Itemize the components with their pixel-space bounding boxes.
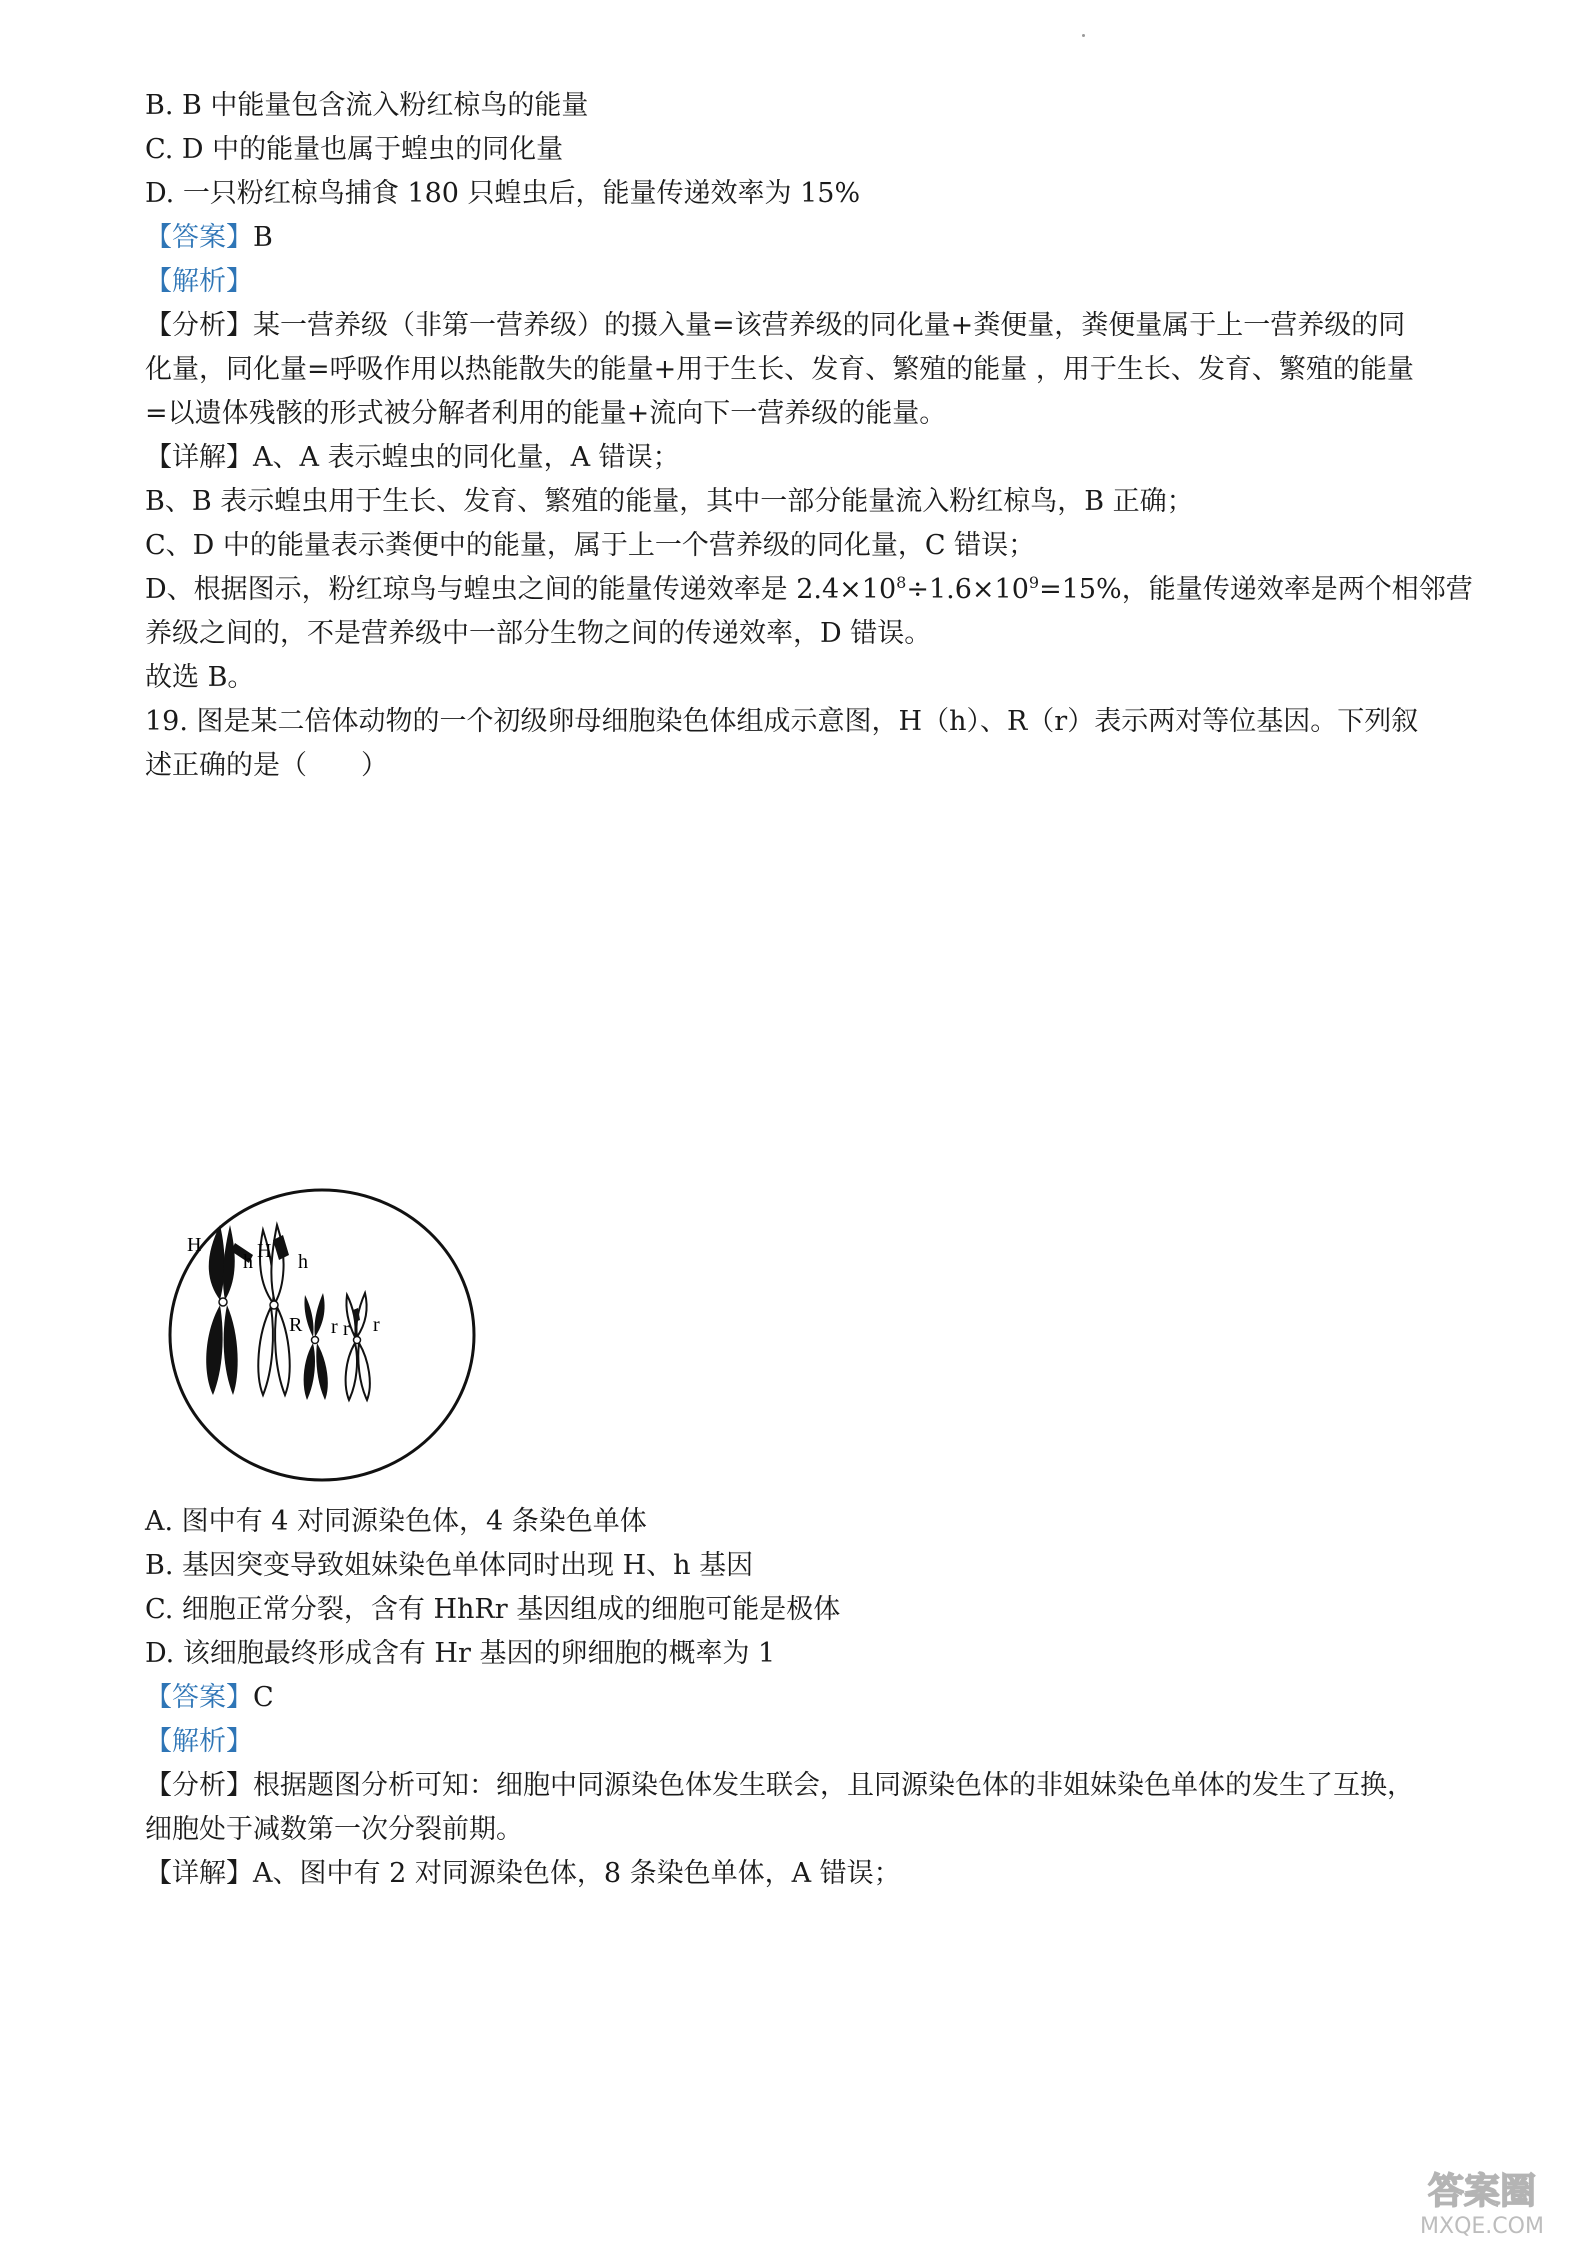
watermark-text: 答案圈 xyxy=(1427,2171,1537,2212)
analysis-19-2: 细胞处于减数第一次分裂前期。 xyxy=(145,1814,523,1845)
gene-label-r3: r xyxy=(373,1314,380,1336)
gene-label-H1: H xyxy=(187,1234,202,1256)
gene-label-r2: r xyxy=(343,1318,350,1340)
question-19-line1: 19. 图是某二倍体动物的一个初级卵母细胞染色体组成示意图，H（h）、R（r）表示两对等位基因。下列叙 xyxy=(145,706,1419,737)
detail-d-part2: ÷1.6×10 xyxy=(906,574,1029,605)
detail-d-part1: D、根据图示，粉红琼鸟与蝗虫之间的能量传递效率是 2.4×10 xyxy=(145,574,897,605)
analysis-text-3: =以遗体残骸的形式被分解者利用的能量+流向下一营养级的能量。 xyxy=(145,398,947,429)
option-a: A. 图中有 4 对同源染色体，4 条染色单体 xyxy=(145,1506,647,1537)
analysis-tag: 【解析】 xyxy=(145,266,253,297)
gene-label-h1: h xyxy=(243,1251,253,1273)
option-d-prev: D. 一只粉红椋鸟捕食 180 只蝗虫后，能量传递效率为 15% xyxy=(145,178,861,209)
analysis-text-2: 化量，同化量=呼吸作用以热能散失的能量+用于生长、发育、繁殖的能量 ，用于生长、发育、繁殖的能量 xyxy=(145,354,1414,385)
analysis-tag-2: 【解析】 xyxy=(145,1726,253,1757)
detail-c: C、D 中的能量表示粪便中的能量，属于上一个营养级的同化量，C 错误； xyxy=(145,530,1036,561)
detail-b: B、B 表示蝗虫用于生长、发育、繁殖的能量，其中一部分能量流入粉红椋鸟，B 正确； xyxy=(145,486,1194,517)
exponent-2: 9 xyxy=(1028,573,1040,592)
gene-label-h2: h xyxy=(298,1251,308,1273)
detail-d-part3: =15%，能量传递效率是两个相邻营 xyxy=(1039,574,1473,605)
analysis-19-1: 【分析】根据题图分析可知：细胞中同源染色体发生联会，且同源染色体的非姐妹染色单体的发生了互换， xyxy=(145,1770,1414,1801)
detail-d-1 xyxy=(145,572,1473,608)
option-d: D. 该细胞最终形成含有 Hr 基因的卵细胞的概率为 1 xyxy=(145,1638,776,1669)
option-b-prev: B. B 中能量包含流入粉红椋鸟的能量 xyxy=(145,90,589,121)
chromosome-r-light xyxy=(346,1293,370,1400)
watermark-logo xyxy=(1387,2161,1577,2241)
gene-label-R: R xyxy=(289,1314,303,1336)
watermark-url: MXQE.COM xyxy=(1420,2214,1544,2239)
option-c: C. 细胞正常分裂，含有 HhRr 基因组成的细胞可能是极体 xyxy=(145,1594,841,1625)
stray-dot xyxy=(1082,34,1085,37)
answer-tag: 【答案】 xyxy=(145,1682,253,1713)
option-b: B. 基因突变导致姐妹染色单体同时出现 H、h 基因 xyxy=(145,1550,754,1581)
analysis-text-1: 【分析】某一营养级（非第一营养级）的摄入量=该营养级的同化量+粪便量，粪便量属于上一营养级的同 xyxy=(145,310,1406,341)
option-c-prev: C. D 中的能量也属于蝗虫的同化量 xyxy=(145,134,564,165)
exponent-1: 8 xyxy=(896,573,907,592)
detail-d-2: 养级之间的，不是营养级中一部分生物之间的传递效率，D 错误。 xyxy=(145,618,932,649)
chromosome-r-dark xyxy=(304,1293,328,1400)
conclusion: 故选 B。 xyxy=(145,662,255,693)
gene-label-H2: H xyxy=(257,1240,272,1262)
chromosome-cell-figure xyxy=(165,1185,480,1485)
question-19-line2: 述正确的是（ ） xyxy=(145,750,388,781)
detail-19-a: 【详解】A、图中有 2 对同源染色体，8 条染色单体，A 错误； xyxy=(145,1858,901,1889)
answer-tag: 【答案】 xyxy=(145,222,253,253)
gene-label-r1: r xyxy=(331,1316,338,1338)
answer-value: B xyxy=(253,222,273,253)
answer-value: C xyxy=(253,1682,274,1713)
answer-line-prev xyxy=(145,220,273,256)
detail-a: 【详解】A、A 表示蝗虫的同化量，A 错误； xyxy=(145,442,680,473)
answer-line xyxy=(145,1680,274,1716)
